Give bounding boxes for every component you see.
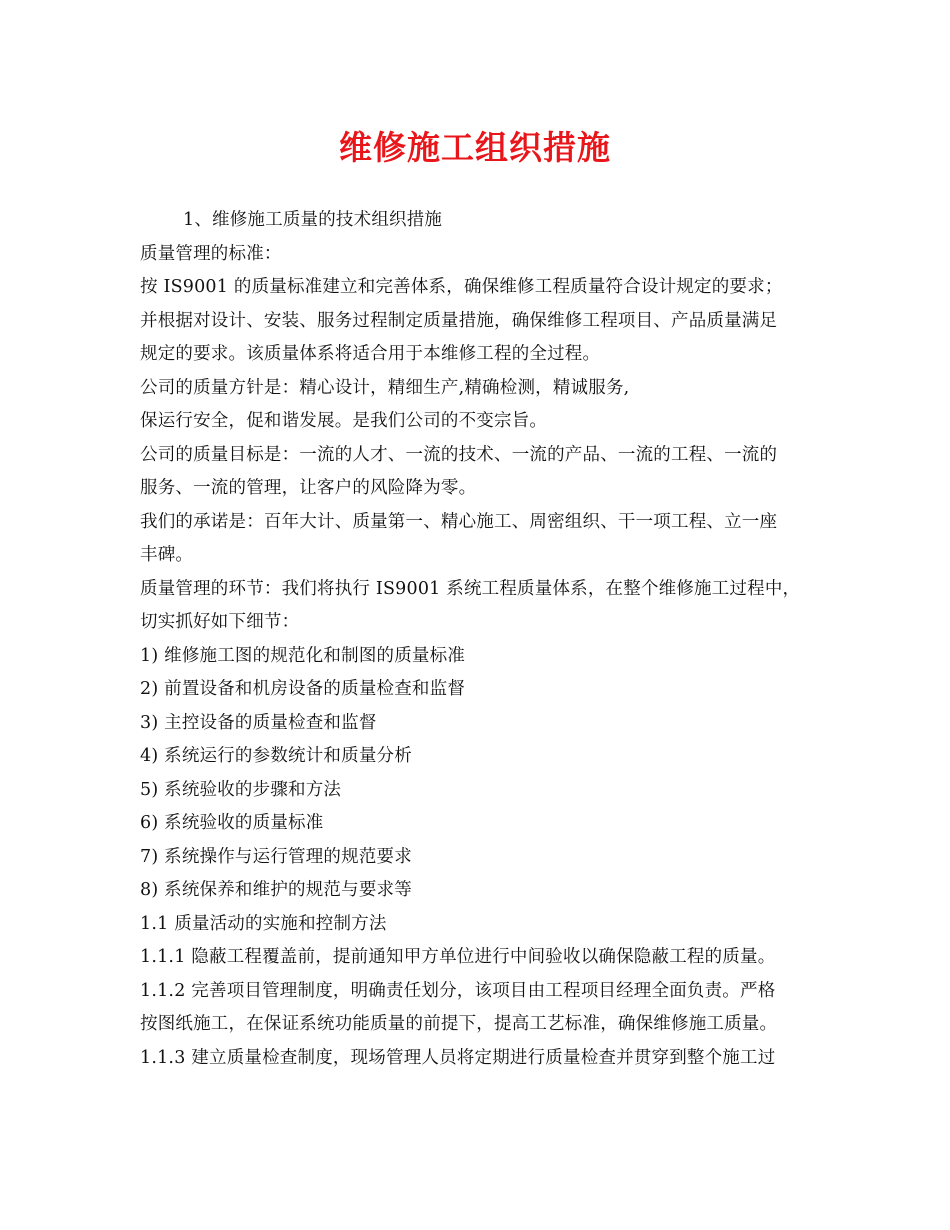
paragraph-line: 切实抓好如下细节：	[140, 612, 300, 632]
list-item: 8) 系统保养和维护的规范与要求等	[140, 880, 412, 900]
paragraph-line: 并根据对设计、安装、服务过程制定质量措施，确保维修工程项目、产品质量满足	[140, 310, 778, 331]
paragraph-line: 按图纸施工，在保证系统功能质量的前提下，提高工艺标准，确保维修施工质量。	[140, 1014, 778, 1034]
paragraph-line: 规定的要求。该质量体系将适合用于本维修工程的全过程。	[140, 344, 601, 364]
paragraph-line: 1.1.3 建立质量检查制度，现场管理人员将定期进行质量检查并贯穿到整个施工过	[140, 1047, 776, 1068]
subsection-heading: 1.1 质量活动的实施和控制方法	[140, 913, 387, 934]
paragraph-line: 服务、一流的管理，让客户的风险降为零。	[140, 478, 477, 498]
paragraph-line: 质量管理的标准：	[140, 243, 282, 264]
list-item: 6) 系统验收的质量标准	[140, 813, 324, 833]
paragraph-line: 按 IS9001 的质量标准建立和完善体系，确保维修工程质量符合设计规定的要求；	[140, 277, 783, 297]
paragraph-line: 公司的质量目标是：一流的人才、一流的技术、一流的产品、一流的工程、一流的	[140, 444, 778, 465]
list-item: 4) 系统运行的参数统计和质量分析	[140, 746, 412, 766]
list-item: 2) 前置设备和机房设备的质量检查和监督	[140, 679, 466, 699]
paragraph-line: 我们的承诺是：百年大计、质量第一、精心施工、周密组织、干一项工程、立一座	[140, 511, 778, 532]
list-item: 5) 系统验收的步骤和方法	[140, 779, 342, 800]
paragraph-line: 丰碑。	[140, 545, 194, 565]
list-item: 7) 系统操作与运行管理的规范要求	[140, 846, 412, 867]
paragraph-line: 1.1.2 完善项目管理制度，明确责任划分，该项目由工程项目经理全面负责。严格	[140, 980, 776, 1001]
list-item: 1) 维修施工图的规范化和制图的质量标准	[140, 645, 466, 666]
list-item: 3) 主控设备的质量检查和监督	[140, 712, 377, 733]
document-title: 维修施工组织措施	[339, 128, 611, 167]
paragraph-line: 公司的质量方针是：精心设计，精细生产,精确检测，精诚服务,	[140, 377, 630, 398]
paragraph-line: 保运行安全，促和谐发展。是我们公司的不变宗旨。	[140, 411, 548, 431]
document-body	[140, 204, 840, 1075]
paragraph-line: 1.1.1 隐蔽工程覆盖前，提前通知甲方单位进行中间验收以确保隐蔽工程的质量。	[140, 947, 776, 967]
paragraph-line: 质量管理的环节：我们将执行 IS9001 系统工程质量体系，在整个维修施工过程中，	[140, 578, 801, 599]
section-heading: 1、维修施工质量的技术组织措施	[183, 210, 443, 230]
